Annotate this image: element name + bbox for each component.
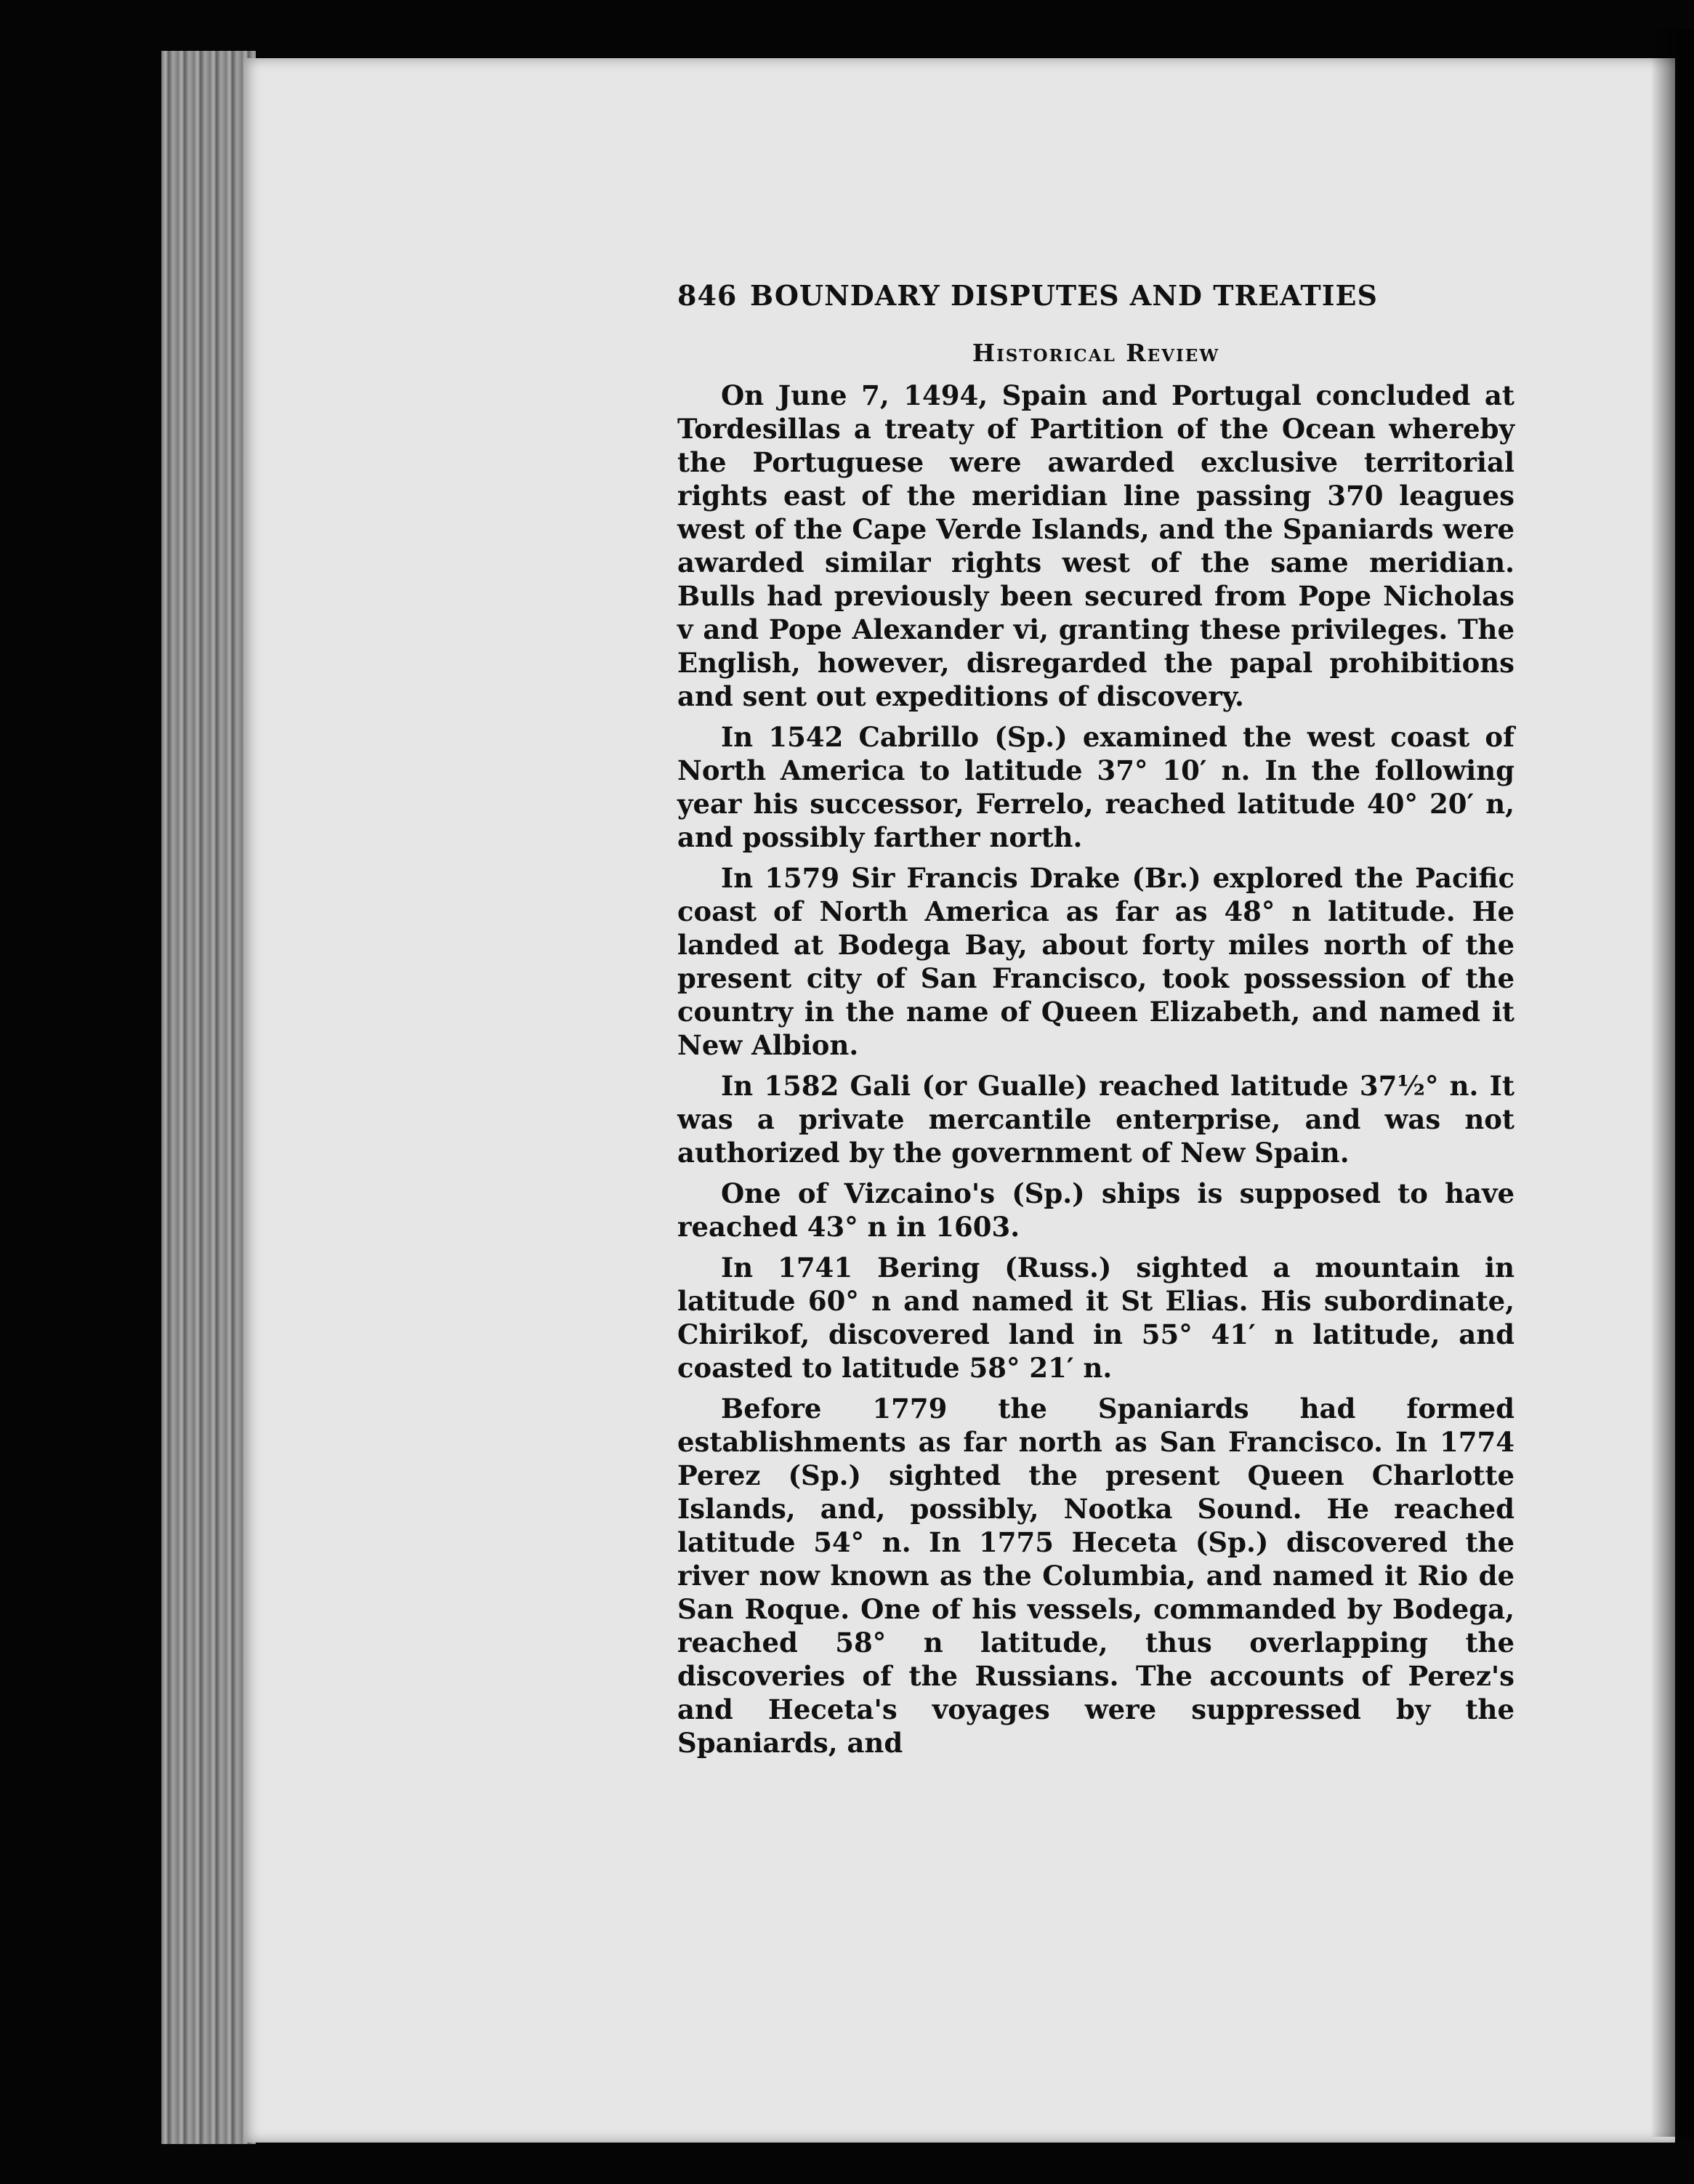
paragraph: In 1741 Bering (Russ.) sighted a mountain in latitude 60° n and named it St Elias. His subordinate, Chirikof, discovered land in 55° 41′ n latitude, and coasted to latitude 58° 21′ n. xyxy=(677,1252,1514,1384)
paragraph: One of Vizcaino's (Sp.) ships is supposed to have reached 43° n in 1603. xyxy=(677,1177,1514,1243)
paragraph: Before 1779 the Spaniards had formed establishments as far north as San Francisco. In 1774 Perez (Sp.) sighted the present Queen Charlotte Islands, and, possibly, Nootka Sound. He reached latitude 54° n. In 1775 Heceta (Sp.) discovered the river now known as the Columbia, and named it Rio de San Roque. One of his vessels, commanded by Bodega, reached 58° n latitude, thus overlapping the discoveries of the Russians. The accounts of Perez's and Heceta's voyages were suppressed by the Spaniards, and xyxy=(677,1393,1514,1759)
paragraph: In 1542 Cabrillo (Sp.) examined the west coast of North America to latitude 37° 10′ n. In the following year his successor, Ferrelo, reached latitude 40° 20′ n, and possibly farther north. xyxy=(677,721,1514,853)
paragraph: In 1582 Gali (or Gualle) reached latitude 37½° n. It was a private mercantile enterprise, and was not authorized by the government of New Spain. xyxy=(677,1070,1514,1169)
section-title: Historical Review xyxy=(972,339,1220,367)
page-number: 846 xyxy=(677,279,738,312)
paragraph: In 1579 Sir Francis Drake (Br.) explored the Pacific coast of North America as far as 48° n latitude. He landed at Bodega Bay, about forty miles north of the present city of San Francisco, took possession of the country in the name of Queen Elizabeth, and named it New Albion. xyxy=(677,862,1514,1061)
page-edges xyxy=(161,51,256,2144)
scan-shadow xyxy=(1650,29,1694,2137)
page-text-block xyxy=(677,279,1514,1767)
running-title: BOUNDARY DISPUTES AND TREATIES xyxy=(750,279,1378,312)
paragraph: On June 7, 1494, Spain and Portugal concluded at Tordesillas a treaty of Partition of the Ocean whereby the Portuguese were awarded exclusive territorial rights east of the meridian line passing 370 leagues west of the Cape Verde Islands, and the Spaniards were awarded similar rights west of the same meridian. Bulls had previously been secured from Pope Nicholas v and Pope Alexander vi, granting these privileges. The English, however, disregarded the papal prohibitions and sent out expeditions of discovery. xyxy=(677,379,1514,712)
running-head xyxy=(677,279,1514,330)
